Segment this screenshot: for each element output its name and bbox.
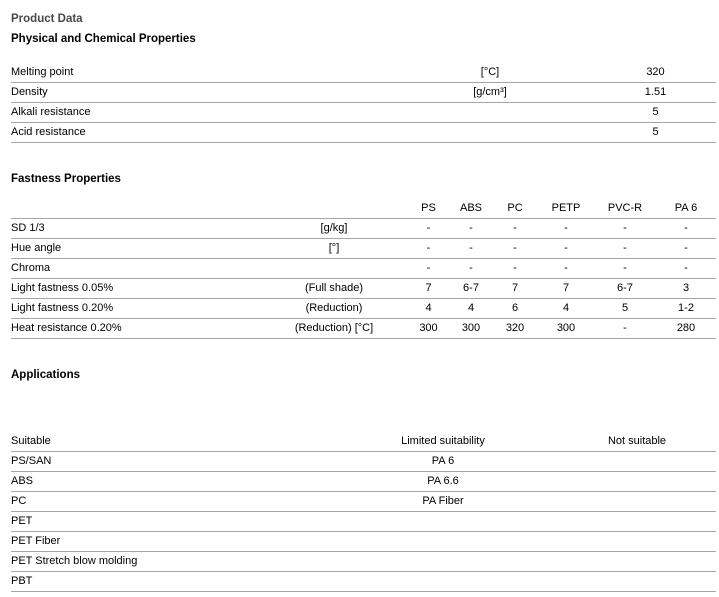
spacer xyxy=(699,552,716,571)
application-limited xyxy=(311,572,575,591)
fastness-value: 4 xyxy=(467,302,475,314)
fastness-value: 4 xyxy=(562,302,570,314)
spacer xyxy=(699,572,716,591)
property-value: 320 xyxy=(646,66,665,78)
fastness-label: Chroma xyxy=(11,262,51,274)
applications-table xyxy=(11,432,716,592)
physical-row xyxy=(11,83,716,103)
fastness-value: 7 xyxy=(425,282,432,294)
physical-properties-table xyxy=(11,63,716,143)
fastness-qualifier: (Reduction) [°C] xyxy=(294,322,374,334)
fastness-label: Light fastness 0.20% xyxy=(11,302,114,314)
application-not-suitable xyxy=(575,512,699,531)
fastness-row xyxy=(11,239,716,259)
applications-row xyxy=(11,452,716,472)
fastness-value: 3 xyxy=(682,282,690,294)
application-limited: PA 6.6 xyxy=(427,475,459,487)
applications-row xyxy=(11,472,716,492)
application-not-suitable xyxy=(575,552,699,571)
spacer xyxy=(699,472,716,491)
application-suitable: PET xyxy=(11,515,33,527)
application-limited: PA Fiber xyxy=(422,495,464,507)
fastness-qualifier: [°] xyxy=(328,242,340,254)
application-not-suitable xyxy=(575,532,699,551)
fastness-column-header: PA 6 xyxy=(674,202,698,214)
fastness-qualifier: (Full shade) xyxy=(304,282,364,294)
property-label: Density xyxy=(11,86,48,98)
fastness-value: - xyxy=(623,242,627,254)
fastness-label: Light fastness 0.05% xyxy=(11,282,114,294)
spacer xyxy=(560,83,595,102)
fastness-value: 280 xyxy=(676,322,696,334)
fastness-column-header: PC xyxy=(507,202,523,214)
section-heading-physical: Physical and Chemical Properties xyxy=(11,33,196,45)
physical-row xyxy=(11,123,716,143)
fastness-value: - xyxy=(623,262,627,274)
fastness-value: - xyxy=(564,262,568,274)
spacer xyxy=(11,199,261,218)
fastness-value: - xyxy=(564,242,568,254)
fastness-row xyxy=(11,219,716,239)
fastness-value: - xyxy=(513,242,517,254)
applications-column-header: Not suitable xyxy=(607,435,667,447)
fastness-column-header: PETP xyxy=(551,202,581,214)
spacer xyxy=(261,199,407,218)
fastness-value: - xyxy=(426,262,431,274)
fastness-value: - xyxy=(684,222,688,234)
fastness-properties-table xyxy=(11,199,716,339)
fastness-qualifier xyxy=(261,259,407,278)
application-suitable: ABS xyxy=(11,475,34,487)
fastness-label: Heat resistance 0.20% xyxy=(11,322,122,334)
fastness-value: 300 xyxy=(461,322,481,334)
applications-row xyxy=(11,492,716,512)
fastness-label: Hue angle xyxy=(11,242,62,254)
fastness-value: 6-7 xyxy=(463,282,479,294)
fastness-value: - xyxy=(623,322,627,334)
section-heading-applications: Applications xyxy=(11,369,81,381)
fastness-value: - xyxy=(469,242,473,254)
fastness-value: - xyxy=(469,222,473,234)
fastness-label: SD 1/3 xyxy=(11,222,45,234)
fastness-value: 6-7 xyxy=(617,282,633,294)
spacer xyxy=(560,123,595,142)
fastness-value: - xyxy=(426,222,431,234)
fastness-qualifier: (Reduction) xyxy=(305,302,363,314)
fastness-value: - xyxy=(513,262,517,274)
application-not-suitable xyxy=(575,452,699,471)
spacer xyxy=(699,532,716,551)
fastness-value: - xyxy=(469,262,473,274)
property-value: 5 xyxy=(652,126,659,138)
fastness-qualifier: [g/kg] xyxy=(320,222,348,234)
spacer xyxy=(560,103,595,122)
fastness-row xyxy=(11,279,716,299)
fastness-value: 320 xyxy=(505,322,525,334)
property-unit: [°C] xyxy=(480,66,500,78)
fastness-column-header: PVC-R xyxy=(607,202,643,214)
spacer xyxy=(699,512,716,531)
property-unit: [g/cm³] xyxy=(473,86,507,98)
fastness-value: 7 xyxy=(511,282,519,294)
application-not-suitable xyxy=(575,572,699,591)
section-heading-fastness: Fastness Properties xyxy=(11,173,121,185)
property-unit xyxy=(420,123,560,142)
page-title: Product Data xyxy=(11,13,83,25)
fastness-value: - xyxy=(564,222,568,234)
property-value: 5 xyxy=(652,106,659,118)
spacer xyxy=(699,432,716,451)
property-label: Alkali resistance xyxy=(11,106,91,118)
spacer xyxy=(560,63,595,82)
property-label: Melting point xyxy=(11,66,74,78)
fastness-header-row xyxy=(11,199,716,219)
application-not-suitable xyxy=(575,492,699,511)
fastness-row xyxy=(11,259,716,279)
application-suitable: PS/SAN xyxy=(11,455,52,467)
applications-row xyxy=(11,572,716,592)
applications-column-header: Suitable xyxy=(11,435,51,447)
fastness-value: 1-2 xyxy=(678,302,694,314)
applications-row xyxy=(11,532,716,552)
applications-header-row xyxy=(11,432,716,452)
application-suitable: PET Stretch blow molding xyxy=(11,555,138,567)
application-limited xyxy=(311,532,575,551)
application-not-suitable xyxy=(575,472,699,491)
fastness-value: - xyxy=(684,242,688,254)
physical-row xyxy=(11,63,716,83)
fastness-value: 4 xyxy=(425,302,432,314)
property-value: 1.51 xyxy=(644,86,667,98)
spacer xyxy=(699,452,716,471)
applications-column-header: Limited suitability xyxy=(401,435,485,447)
fastness-column-header: PS xyxy=(421,202,436,214)
fastness-value: - xyxy=(426,242,431,254)
application-suitable: PET Fiber xyxy=(11,535,61,547)
applications-row xyxy=(11,552,716,572)
application-limited xyxy=(311,512,575,531)
fastness-row xyxy=(11,319,716,339)
fastness-value: 300 xyxy=(419,322,438,334)
property-unit xyxy=(420,103,560,122)
fastness-value: 6 xyxy=(511,302,519,314)
property-label: Acid resistance xyxy=(11,126,86,138)
application-suitable: PC xyxy=(11,495,27,507)
fastness-value: 5 xyxy=(621,302,629,314)
fastness-value: 300 xyxy=(556,322,576,334)
fastness-value: - xyxy=(513,222,517,234)
spacer xyxy=(699,492,716,511)
application-limited xyxy=(311,552,575,571)
physical-row xyxy=(11,103,716,123)
fastness-value: - xyxy=(623,222,627,234)
applications-row xyxy=(11,512,716,532)
fastness-value: 7 xyxy=(562,282,570,294)
application-limited: PA 6 xyxy=(431,455,455,467)
fastness-column-header: ABS xyxy=(459,202,482,214)
fastness-row xyxy=(11,299,716,319)
fastness-value: - xyxy=(684,262,688,274)
application-suitable: PBT xyxy=(11,575,33,587)
